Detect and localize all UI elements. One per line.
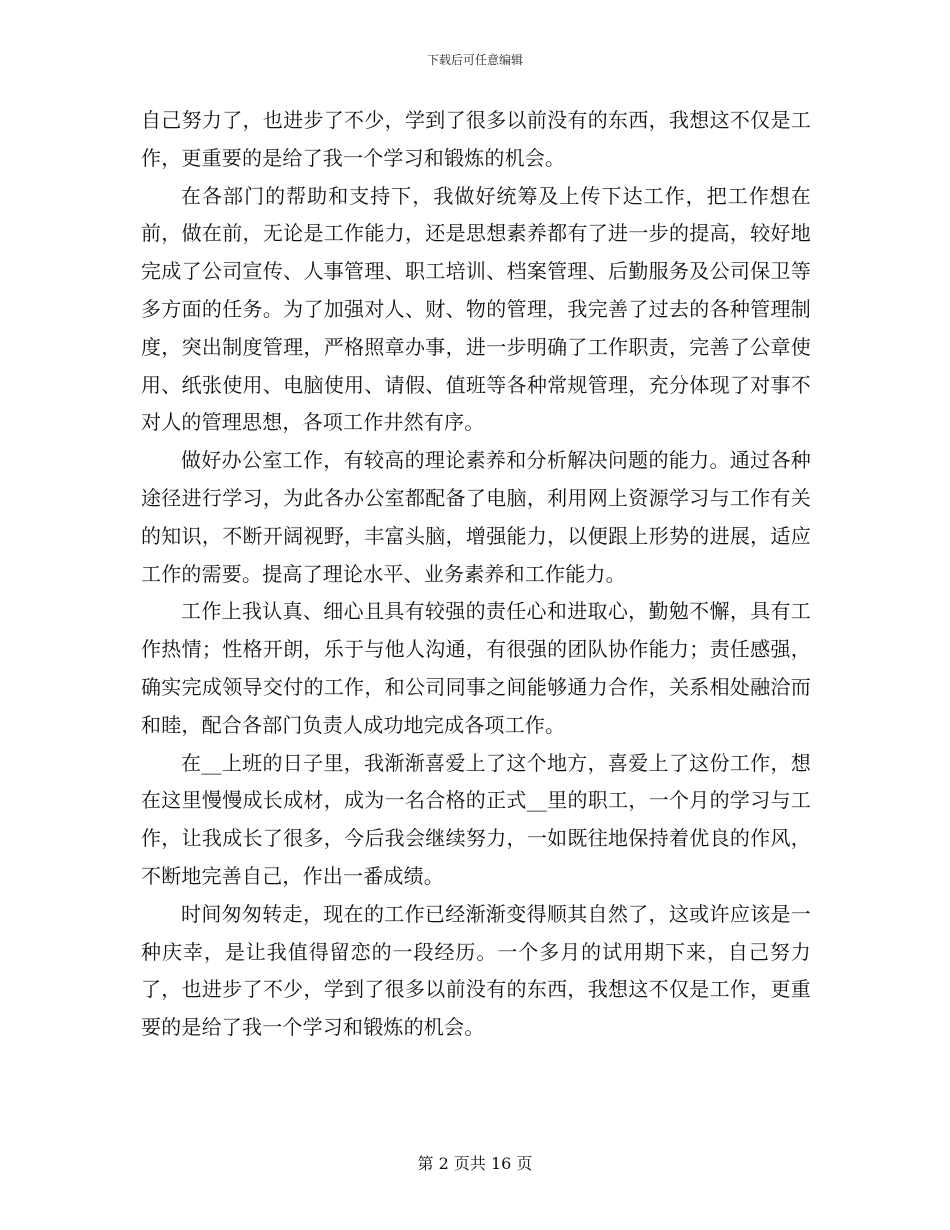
paragraph: 工作上我认真、细心且具有较强的责任心和进取心，勤勉不懈，具有工作热情；性格开朗，乐于与他人沟通，有很强的团队协作能力；责任感强，确实完成领导交付的工作，和公司同事之间能够通力合作，关系相处融洽而和睦，配合各部门负责人成功地完成各项工作。 bbox=[141, 599, 811, 737]
paragraph: 时间匆匆转走，现在的工作已经渐渐变得顺其自然了，这或许应该是一种庆幸，是让我值得留恋的一段经历。一个多月的试用期下来，自己努力了，也进步了不少，学到了很多以前没有的东西，我想这不仅是工作，更重要的是给了我一个学习和锻炼的机会。 bbox=[141, 901, 811, 1040]
page-header: 下载后可任意编辑 bbox=[426, 53, 523, 67]
paragraph: 做好办公室工作，有较高的理论素养和分析解决问题的能力。通过各种途径进行学习，为此各办公室都配备了电脑，利用网上资源学习与工作有关的知识，不断开阔视野，丰富头脑，增强能力，以便跟上形势的进展，适应工作的需要。提高了理论水平、业务素养和工作能力。 bbox=[141, 448, 811, 586]
paragraph: 在__上班的日子里，我渐渐喜爱上了这个地方，喜爱上了这份工作，想在这里慢慢成长成材，成为一名合格的正式__里的职工，一个月的学习与工作，让我成长了很多，今后我会继续努力，一如既往地保持着优良的作风，不断地完善自己，作出一番成绩。 bbox=[141, 750, 811, 888]
paragraph: 在各部门的帮助和支持下，我做好统筹及上传下达工作，把工作想在前，做在前，无论是工作能力，还是思想素养都有了进一步的提高，较好地完成了公司宣传、人事管理、职工培训、档案管理、后勤服务及公司保卫等多方面的任务。为了加强对人、财、物的管理，我完善了过去的各种管理制度，突出制度管理，严格照章办事，进一步明确了工作职责，完善了公章使用、纸张使用、电脑使用、请假、值班等各种常规管理，充分体现了对事不对人的管理思想，各项工作井然有序。 bbox=[141, 183, 811, 435]
page-number-footer: 第 2 页共 16 页 bbox=[417, 1154, 533, 1173]
document-body bbox=[141, 102, 811, 1047]
paragraph: 自己努力了，也进步了不少，学到了很多以前没有的东西，我想这不仅是工作，更重要的是给了我一个学习和锻炼的机会。 bbox=[141, 108, 811, 170]
